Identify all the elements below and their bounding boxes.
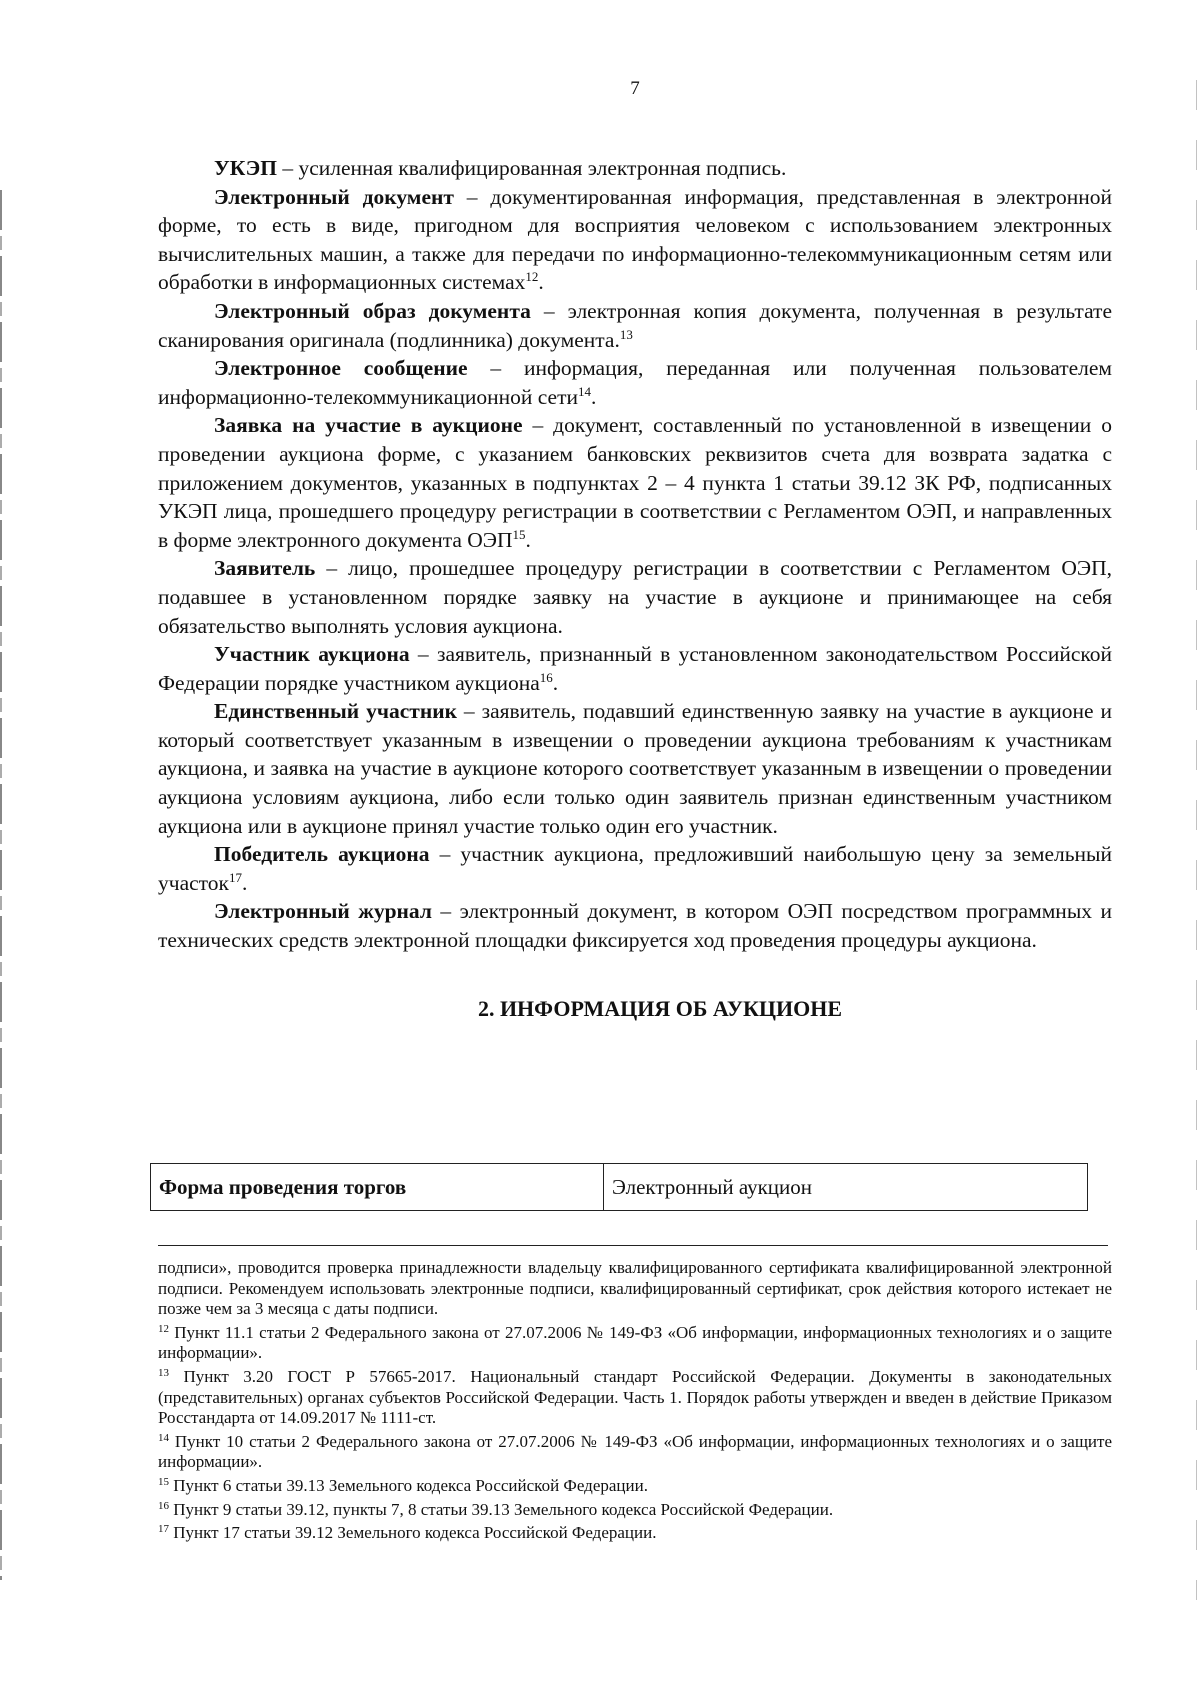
definition-separator: – (467, 356, 524, 381)
footnote-number: 17 (158, 1523, 169, 1536)
footnote-text: Пункт 10 статьи 2 Федерального закона от 27.07.2006 № 149-ФЗ «Об информации, информационных технологиях и о защите информации». (158, 1431, 1112, 1472)
definition-separator: – (453, 184, 491, 209)
definition-text: участник аукциона, предложивший наибольшую цену за земельный участок (158, 842, 1113, 895)
definition-term: Электронный журнал (214, 899, 432, 924)
footnote-item (158, 1367, 1112, 1429)
definition-separator: – (431, 899, 460, 924)
definition-text: электронная копия документа, полученная в результате сканирования оригинала (подлинника) документа. (158, 298, 1112, 352)
document-body (158, 154, 1112, 1023)
definition-paragraph (158, 697, 1112, 840)
footnote-item (158, 1523, 1112, 1544)
definition-paragraph (158, 154, 1112, 183)
definition-text: документированная информация, представленная в электронной форме, то есть в виде, пригодном для восприятия человеком с использованием электронных вычислительных машин, а также для передачи по информационно-телекоммуникационным сетям или обработки в информационных системах (158, 184, 1113, 295)
footnote-list (158, 1323, 1112, 1544)
definition-term: Электронное сообщение (214, 356, 468, 381)
definition-separator: – (276, 156, 299, 180)
footnote-text: Пункт 11.1 статьи 2 Федерального закона от 27.07.2006 № 149-ФЗ «Об информации, информационных технологиях и о защите информации». (158, 1322, 1112, 1363)
definition-paragraph (158, 354, 1112, 411)
footnotes (158, 1258, 1112, 1547)
scan-margin-right (1196, 80, 1197, 1600)
scan-margin-left (0, 190, 2, 1580)
definition-separator: – (429, 842, 461, 867)
definition-separator: – (530, 298, 568, 323)
definition-term: УКЭП (214, 156, 277, 180)
auction-info-table (150, 1163, 1088, 1211)
definition-term: Электронный образ документа (214, 298, 531, 323)
definition-paragraph (158, 183, 1112, 297)
definition-paragraph (158, 411, 1112, 554)
definition-tail: . (525, 527, 531, 552)
footnote-ref: 16 (539, 669, 553, 685)
definition-tail: . (552, 670, 559, 695)
footnote-item (158, 1500, 1112, 1521)
definition-term: Заявитель (214, 556, 316, 581)
footnote-item (158, 1432, 1112, 1473)
definition-text: усиленная квалифицированная электронная подпись. (298, 156, 787, 180)
table-cell-label: Форма проведения торгов (151, 1164, 604, 1211)
section-title: 2. ИНФОРМАЦИЯ ОБ АУКЦИОНЕ (477, 995, 843, 1021)
footnote-ref: 14 (578, 383, 591, 399)
footnote-number: 16 (158, 1499, 169, 1512)
footnote-item (158, 1323, 1112, 1364)
definition-term: Единственный участник (214, 699, 458, 724)
definition-separator: – (409, 642, 437, 667)
definition-paragraph (158, 840, 1112, 897)
footnote-item (158, 1476, 1112, 1497)
definition-term: Электронный документ (214, 184, 454, 209)
definition-separator: – (315, 556, 349, 581)
definition-tail: . (591, 384, 597, 409)
definition-text: заявитель, подавший единственную заявку на участие в аукционе и который соответствует указанным в извещении о проведении аукциона требованиям к участникам аукциона, и заявка на участие в аукционе которого соответствует указанным в извещении о проведении аукциона условиям аукциона, либо если только один заявитель признан единственным участником аукциона или в аукционе принял участие только один его участник. (158, 699, 1113, 838)
footnote-continuation: подписи», проводится проверка принадлежности владельцу квалифицированного сертификата квалифицированной электронной подписи. Рекомендуем использовать электронные подписи, квалифицированный сертификат, срок действия которого истекает не позже чем за 3 месяца с даты подписи. (158, 1258, 1112, 1319)
footnote-ref: 13 (619, 326, 633, 342)
definition-separator: – (522, 413, 554, 438)
table-cell-value: Электронный аукцион (604, 1164, 1088, 1211)
definition-tail: . (241, 870, 248, 895)
footnote-ref: 17 (228, 869, 242, 885)
footnote-text: Пункт 9 статьи 39.12, пункты 7, 8 статьи 39.13 Земельного кодекса Российской Федерации. (169, 1499, 834, 1519)
definitions-list (158, 154, 1112, 955)
definition-text: заявитель, признанный в установленном законодательством Российской Федерации порядке участником аукциона (158, 642, 1113, 695)
footnote-text: Пункт 6 статьи 39.13 Земельного кодекса Российской Федерации. (169, 1475, 648, 1495)
definition-paragraph (158, 897, 1112, 954)
page-number: 7 (630, 78, 640, 99)
footnote-text: Пункт 3.20 ГОСТ Р 57665-2017. Национальный стандарт Российской Федерации. Документы в законодательных (представительных) органах субъектов Российской Федерации. Часть 1. Порядок работы утвержден и введен в действие Приказом Росстандарта от 14.09.2017 № 1111-ст. (158, 1366, 1112, 1428)
footnote-separator (158, 1245, 1108, 1246)
definition-paragraph (158, 554, 1112, 640)
definition-text: электронный документ, в котором ОЭП посредством программных и технических средств электронной площадки фиксируется ход проведения процедуры аукциона. (158, 899, 1112, 953)
table-row (151, 1164, 1088, 1211)
definition-text: информация, переданная или полученная пользователем информационно-телекоммуникационной сети (158, 356, 1113, 409)
footnote-text: Пункт 17 статьи 39.12 Земельного кодекса Российской Федерации. (169, 1523, 657, 1543)
footnote-number: 14 (158, 1431, 169, 1444)
definition-term: Заявка на участие в аукционе (214, 413, 523, 438)
definition-paragraph (158, 640, 1112, 697)
definition-paragraph (158, 297, 1112, 354)
footnote-number: 15 (158, 1475, 169, 1488)
definition-term: Победитель аукциона (214, 842, 430, 867)
footnote-ref: 12 (525, 269, 539, 285)
footnote-number: 13 (158, 1366, 169, 1379)
definition-tail: . (538, 270, 544, 295)
footnote-number: 12 (158, 1322, 169, 1335)
definition-text: документ, составленный по установленной в извещении о проведении аукциона форме, с указанием банковских реквизитов счета для возврата задатка с приложением документов, указанных в подпунктах 2 – 4 пункта 1 статьи 39.12 ЗК РФ, подписанных УКЭП лица, прошедшего процедуру регистрации в соответствии с Регламентом ОЭП, и направленных в форме электронного документа ОЭП (158, 413, 1112, 552)
footnote-ref: 15 (512, 526, 526, 542)
definition-text: лицо, прошедшее процедуру регистрации в соответствии с Регламентом ОЭП, подавшее в установленном порядке заявку на участие в аукционе и принимающее на себя обязательство выполнять условия аукциона. (158, 556, 1112, 638)
definition-term: Участник аукциона (214, 642, 410, 667)
definition-separator: – (457, 699, 482, 724)
